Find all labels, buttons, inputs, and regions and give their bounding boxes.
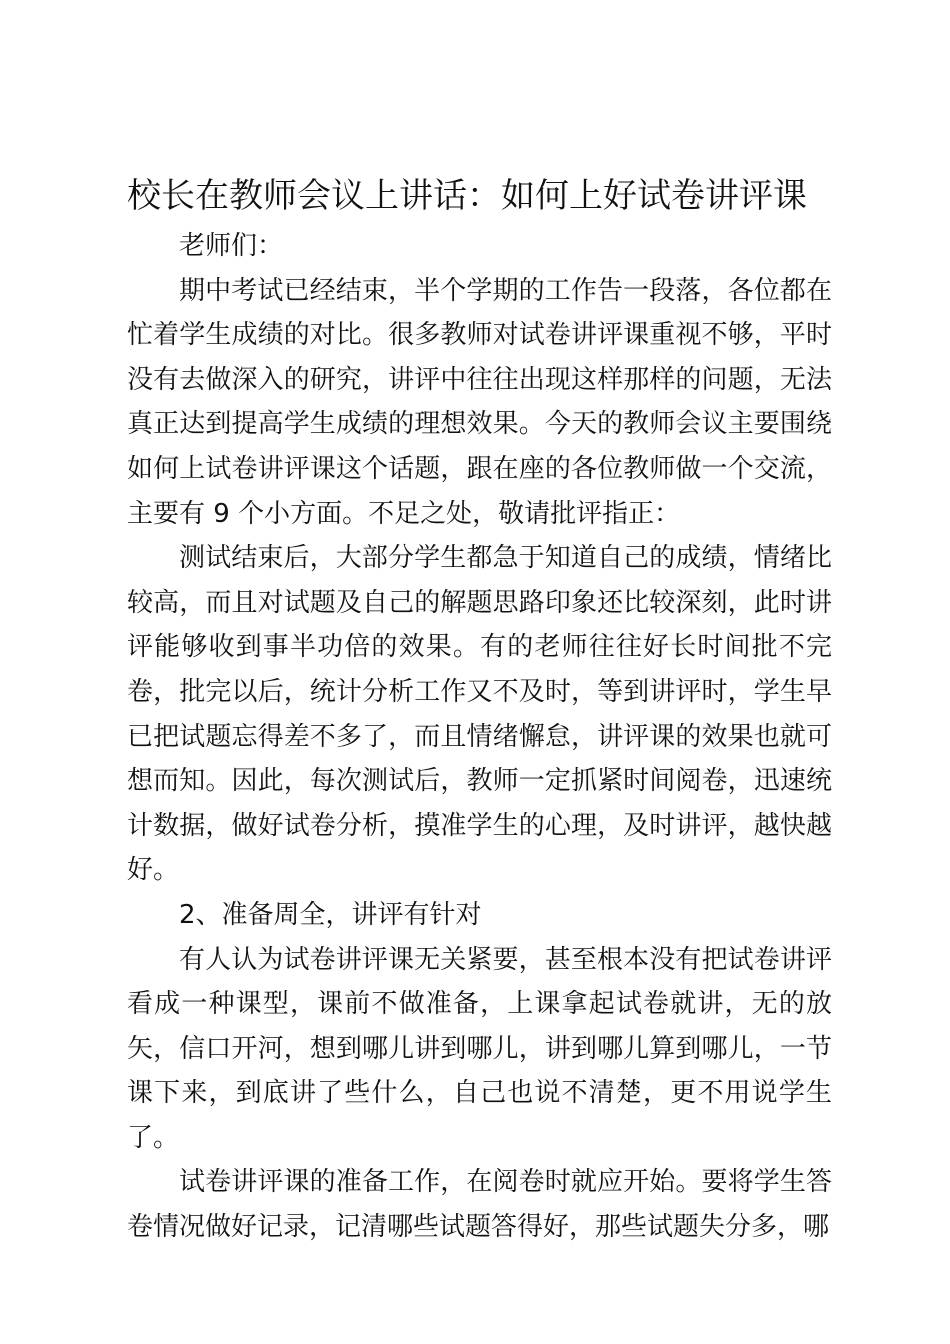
document-body [127,224,832,1250]
paragraph-preparation-work: 试卷讲评课的准备工作，在阅卷时就应开始。要将学生答卷情况做好记录，记清哪些试题答得好，那些试题失分多，哪 [127,1167,832,1243]
section-heading-2: 2、准备周全，讲评有针对 [179,899,482,930]
paragraph-preparation: 有人认为试卷讲评课无关紧要，甚至根本没有把试卷讲评看成一种课型，课前不做准备，上课拿起试卷就讲，无的放矢，信口开河，想到哪儿讲到哪儿，讲到哪儿算到哪儿，一节课下来，到底讲了些什么，自己也说不清楚，更不用说学生了。 [127,944,832,1153]
document-title: 校长在教师会议上讲话：如何上好试卷讲评课 [127,176,807,216]
salutation: 老师们： [179,231,284,261]
paragraph-timely-review: 测试结束后，大部分学生都急于知道自己的成绩，情绪比较高，而且对试题及自己的解题思路印象还比较深刻，此时讲评能够收到事半功倍的效果。有的老师往往好长时间批不完卷，批完以后，统计分析工作又不及时，等到讲评时，学生早已把试题忘得差不多了，而且情绪懈怠，讲评课的效果也就可想而知。因此，每次测试后，教师一定抓紧时间阅卷，迅速统计数据，做好试卷分析，摸准学生的心理，及时讲评，越快越好。 [127,543,832,886]
paragraph-intro: 期中考试已经结束，半个学期的工作告一段落，各位都在忙着学生成绩的对比。很多教师对试卷讲评课重视不够，平时没有去做深入的研究，讲评中往往出现这样那样的问题，无法真正达到提高学生成绩的理想效果。今天的教师会议主要围绕如何上试卷讲评课这个话题，跟在座的各位教师做一个交流，主要有 9 个小方面。不足之处，敬请批评指正： [127,275,832,529]
